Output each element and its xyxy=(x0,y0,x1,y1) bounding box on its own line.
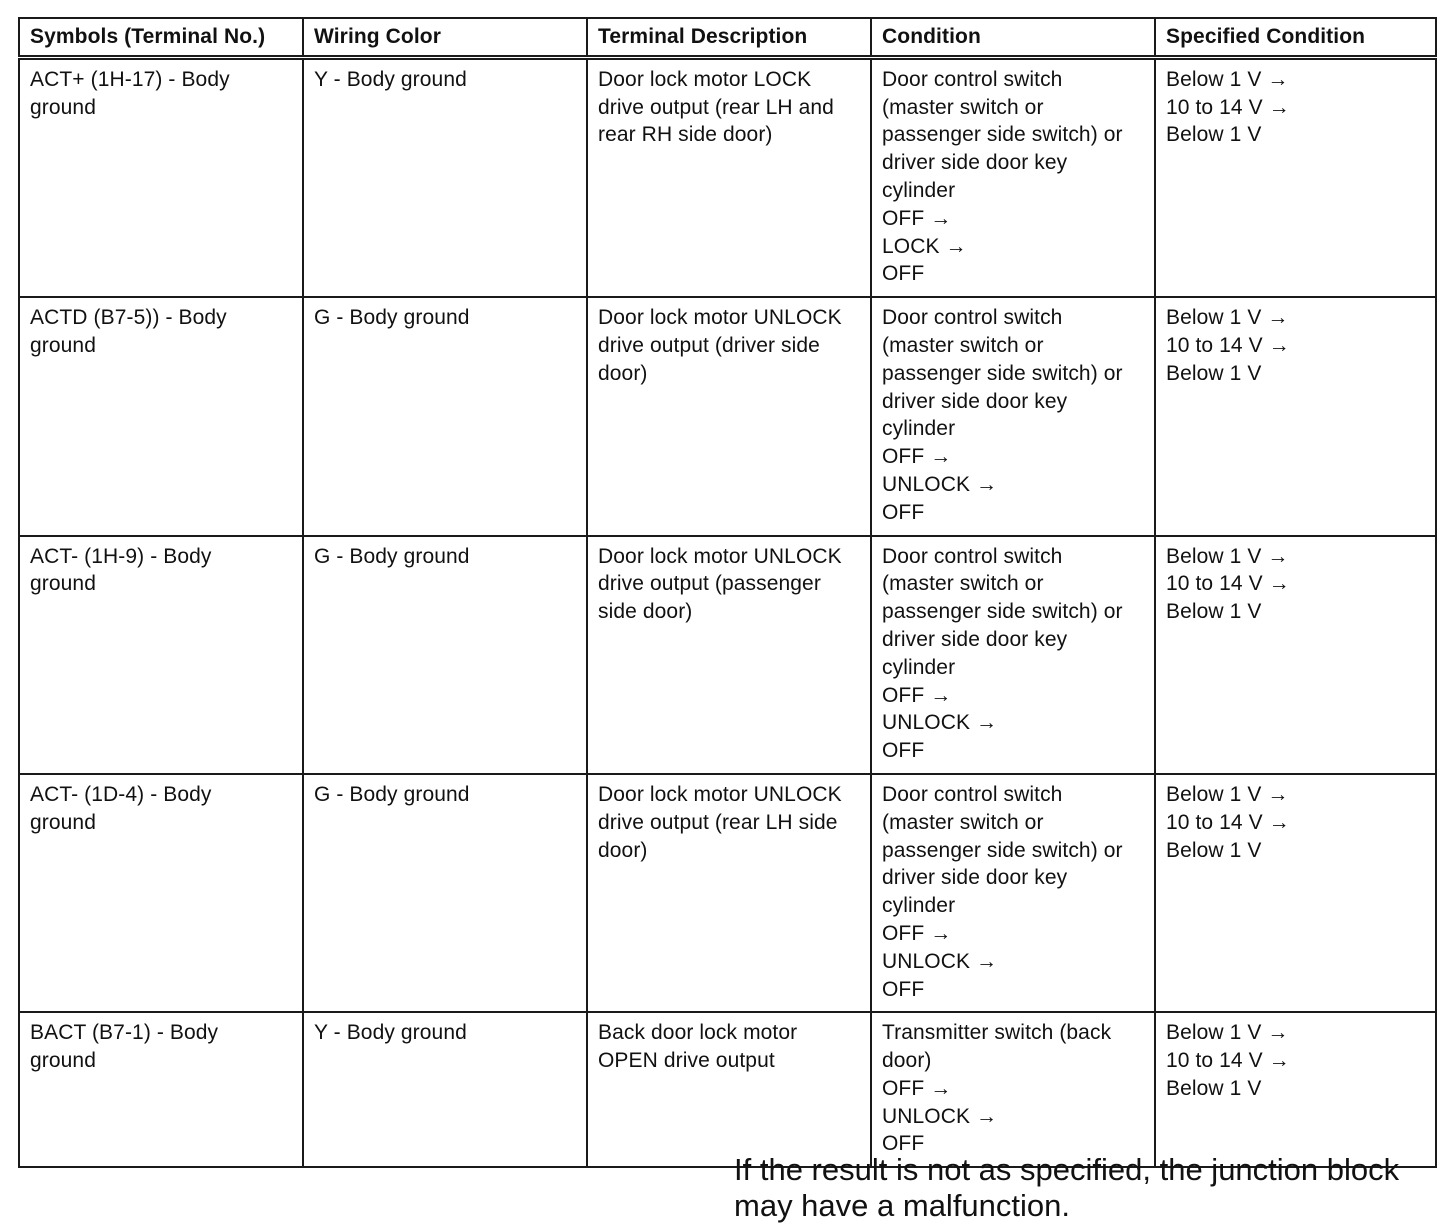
cell-description: Door lock motor UNLOCK drive output (driver side door) xyxy=(587,297,871,535)
header-specified-condition: Specified Condition xyxy=(1155,18,1436,57)
cell-symbol: BACT (B7-1) - Body ground xyxy=(19,1012,303,1167)
table-row xyxy=(19,536,1436,774)
cell-symbol: ACT- (1D-4) - Body ground xyxy=(19,774,303,1012)
cell-wiring-color: Y - Body ground xyxy=(303,1012,587,1167)
cell-wiring-color: G - Body ground xyxy=(303,774,587,1012)
cell-wiring-color: Y - Body ground xyxy=(303,57,587,297)
malfunction-note: If the result is not as specified, the junction block may have a malfunction. xyxy=(734,1152,1400,1223)
table-row xyxy=(19,1012,1436,1167)
cell-symbol: ACT- (1H-9) - Body ground xyxy=(19,536,303,774)
table-row xyxy=(19,57,1436,297)
cell-condition: Door control switch (master switch or passenger side switch) or driver side door key cylinder OFF → UNLOCK → OFF xyxy=(871,774,1155,1012)
cell-condition: Door control switch (master switch or passenger side switch) or driver side door key cylinder OFF → LOCK → OFF xyxy=(871,57,1155,297)
terminal-spec-table xyxy=(18,17,1437,1168)
cell-description: Door lock motor LOCK drive output (rear LH and rear RH side door) xyxy=(587,57,871,297)
table-row xyxy=(19,297,1436,535)
header-condition: Condition xyxy=(871,18,1155,57)
cell-description: Back door lock motor OPEN drive output xyxy=(587,1012,871,1167)
cell-wiring-color: G - Body ground xyxy=(303,297,587,535)
cell-specified-condition: Below 1 V → 10 to 14 V → Below 1 V xyxy=(1155,774,1436,1012)
cell-specified-condition: Below 1 V → 10 to 14 V → Below 1 V xyxy=(1155,297,1436,535)
cell-description: Door lock motor UNLOCK drive output (rear LH side door) xyxy=(587,774,871,1012)
cell-specified-condition: Below 1 V → 10 to 14 V → Below 1 V xyxy=(1155,1012,1436,1167)
header-symbols: Symbols (Terminal No.) xyxy=(19,18,303,57)
table-header xyxy=(19,18,1436,57)
cell-specified-condition: Below 1 V → 10 to 14 V → Below 1 V xyxy=(1155,57,1436,297)
header-row xyxy=(19,18,1436,57)
cell-condition: Door control switch (master switch or passenger side switch) or driver side door key cylinder OFF → UNLOCK → OFF xyxy=(871,297,1155,535)
cell-wiring-color: G - Body ground xyxy=(303,536,587,774)
cell-specified-condition: Below 1 V → 10 to 14 V → Below 1 V xyxy=(1155,536,1436,774)
header-wiring-color: Wiring Color xyxy=(303,18,587,57)
cell-condition: Transmitter switch (back door) OFF → UNLOCK → OFF xyxy=(871,1012,1155,1167)
table-row xyxy=(19,774,1436,1012)
cell-condition: Door control switch (master switch or passenger side switch) or driver side door key cylinder OFF → UNLOCK → OFF xyxy=(871,536,1155,774)
cell-description: Door lock motor UNLOCK drive output (passenger side door) xyxy=(587,536,871,774)
cell-symbol: ACT+ (1H-17) - Body ground xyxy=(19,57,303,297)
header-terminal-description: Terminal Description xyxy=(587,18,871,57)
cell-symbol: ACTD (B7-5)) - Body ground xyxy=(19,297,303,535)
table-body xyxy=(19,57,1436,1167)
